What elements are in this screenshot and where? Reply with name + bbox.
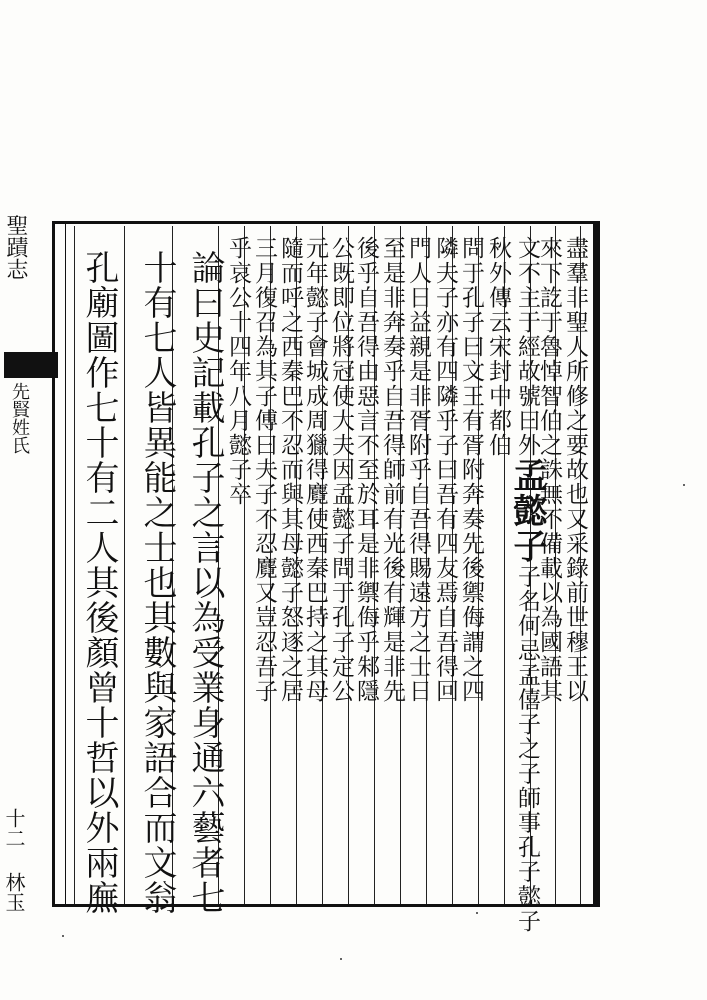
- heading-pre: 文不主于經故號曰外: [514, 236, 540, 458]
- margin-book-title: 聖蹟志: [3, 214, 28, 280]
- frame-top: [52, 221, 600, 224]
- margin-page-number: 十二: [2, 808, 26, 848]
- column-rule: [124, 226, 125, 904]
- heading-after: 子名何忌孟僖子之子師事孔子懿子: [514, 564, 540, 934]
- text-column: 隨而呼之西秦巴不忍而與其母懿子怒逐之居: [277, 236, 303, 704]
- text-column: 盡羣非聖人所修之要故也又采錄前世穆王以: [562, 236, 588, 704]
- fold-fishtail-mark: [4, 352, 58, 378]
- text-column: 元年懿子會城成周獵得麑使西秦巴持之其母: [302, 236, 328, 704]
- margin-publisher: 林玉: [2, 872, 26, 912]
- text-column: 問于孔子曰文王有胥附奔奏先後禦侮謂之四: [458, 236, 484, 704]
- text-column-heading: [507, 236, 547, 934]
- text-column: 十有七人皆異能之士也其數與家語合而文翁: [137, 250, 177, 915]
- text-column: 孔廟圖作七十有二人其後顏曾十哲以外兩廡: [79, 250, 119, 915]
- column-rule: [74, 226, 75, 904]
- paper-speck: [476, 912, 478, 914]
- text-column: 三月復召為其子傅曰夫子不忍麑又豈忍吾子: [251, 236, 277, 704]
- paper-speck: [683, 484, 685, 486]
- text-column: 來下訖于魯悼智伯之誅無不備載以為國語其: [536, 236, 562, 704]
- text-column: 後乎自吾得由惡言不至於耳是非禦侮乎邾隱: [353, 236, 379, 704]
- text-column: 公既即位將冠使大夫因孟懿子問于孔子定公: [328, 236, 354, 704]
- text-column: 隣夫子亦有四隣乎子曰吾有四友焉自吾得回: [432, 236, 458, 704]
- text-column: 乎哀公十四年八月懿子卒: [225, 236, 251, 507]
- fold-line: [65, 221, 66, 907]
- text-column: 門人日益親是非胥附乎自吾得賜遠方之士日: [405, 236, 431, 704]
- text-column: 至是非奔奏乎自吾得師前有光後有輝是非先: [379, 236, 405, 704]
- text-column: 秋外傳云宋封中都伯: [485, 236, 511, 458]
- frame-left: [52, 221, 55, 907]
- heading-name: 孟懿子: [507, 457, 547, 565]
- margin-section-title: 先賢姓氏: [9, 382, 30, 454]
- paper-speck: [340, 958, 342, 960]
- frame-right: [593, 221, 600, 907]
- text-column: 論曰史記載孔子之言以為受業身通六藝者七: [185, 250, 225, 915]
- paper-speck: [62, 935, 64, 937]
